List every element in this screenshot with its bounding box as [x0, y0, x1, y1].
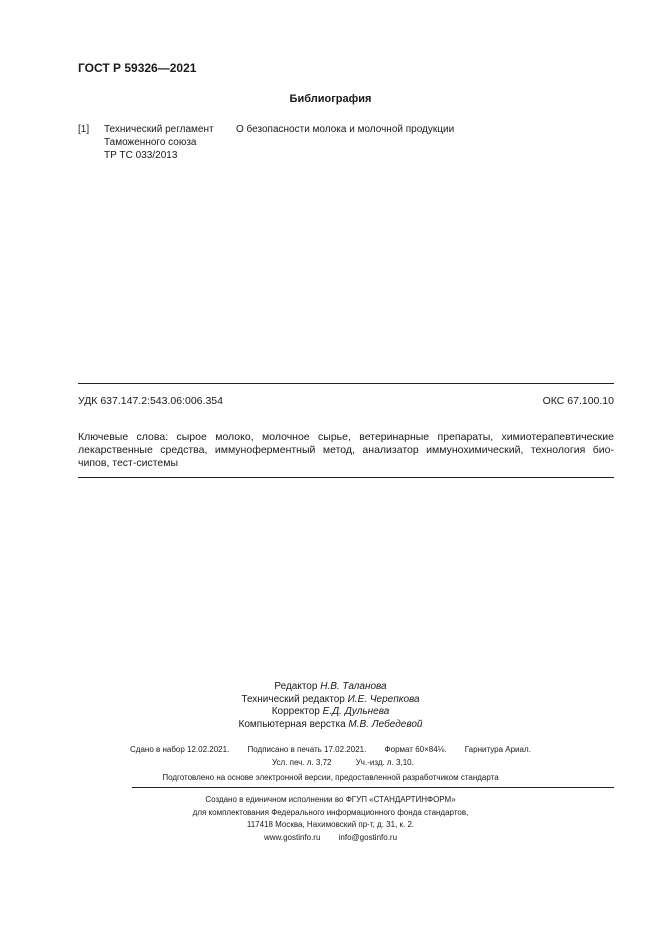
credits-block — [0, 681, 661, 731]
email-link[interactable]: info@gostinfo.ru — [338, 832, 398, 842]
standard-code: ГОСТ Р 59326—2021 — [78, 61, 197, 75]
divider — [78, 383, 614, 384]
publisher-footer — [0, 794, 661, 844]
credit-name: М.В. Лебедевой — [348, 718, 423, 730]
credit-corrector — [0, 706, 661, 719]
credit-role: Компьютерная верстка — [238, 718, 346, 730]
publisher-address: 117418 Москва, Нахимовский пр-т, д. 31, к. 2. — [246, 820, 415, 829]
keywords-block — [78, 431, 614, 470]
keywords-line: лекарственные средства, иммуноферментный метод, анализатор иммунохимический, технология био- — [78, 444, 614, 456]
print-sheets: Усл. печ. л. 3,72 — [272, 758, 332, 767]
divider — [78, 477, 614, 478]
divider — [132, 787, 614, 788]
credit-name: Е.Д. Дульнева — [322, 706, 390, 717]
credit-role: Редактор — [274, 681, 318, 692]
bibliography-entry-description: О безопасности молока и молочной продукции — [236, 124, 455, 135]
credit-layout — [0, 719, 661, 732]
publisher-contacts — [0, 832, 661, 845]
website-link[interactable]: www.gostinfo.ru — [263, 832, 321, 842]
keywords-line: чипов, тест-системы — [78, 457, 179, 469]
credit-editor — [0, 681, 661, 694]
print-info-row — [130, 744, 547, 756]
print-typeface: Гарнитура Ариал. — [464, 745, 531, 754]
credit-name: И.Е. Черепкова — [347, 693, 420, 705]
bibliography-title: Библиография — [289, 93, 372, 105]
bibliography-source-line: ТР ТС 033/2013 — [104, 150, 178, 161]
publisher-sheets: Уч.-изд. л. 3,10. — [355, 758, 414, 767]
publisher-line: для комплектования Федерального информационного фонда стандартов, — [192, 807, 469, 817]
keywords-line: Ключевые слова: сырое молоко, молочное сырье, ветеринарные препараты, химиотерапевтические — [78, 431, 614, 443]
prepared-note: Подготовлено на основе электронной версии, предоставленной разработчиком стандарта — [162, 773, 499, 782]
print-submitted: Сдано в набор 12.02.2021. — [130, 745, 230, 754]
bibliography-entry-number: [1] — [78, 124, 90, 135]
credit-role: Технический редактор — [241, 693, 345, 705]
publisher-line: Создано в единичном исполнении во ФГУП «СТАНДАРТИНФОРМ» — [205, 795, 456, 804]
udk-code: УДК 637.147.2:543.06:006.354 — [78, 395, 223, 407]
print-format: Формат 60×84⅛. — [384, 745, 447, 754]
credit-tech-editor — [0, 694, 661, 707]
oks-code: ОКС 67.100.10 — [542, 395, 614, 407]
bibliography-entry-source — [104, 123, 214, 162]
bibliography-source-line: Технический регламент — [104, 124, 214, 135]
print-signed: Подписано в печать 17.02.2021. — [247, 745, 367, 754]
credit-role: Корректор — [271, 706, 320, 717]
credit-name: Н.В. Таланова — [320, 681, 387, 692]
print-info-row — [272, 757, 436, 769]
bibliography-source-line: Таможенного союза — [104, 137, 197, 148]
